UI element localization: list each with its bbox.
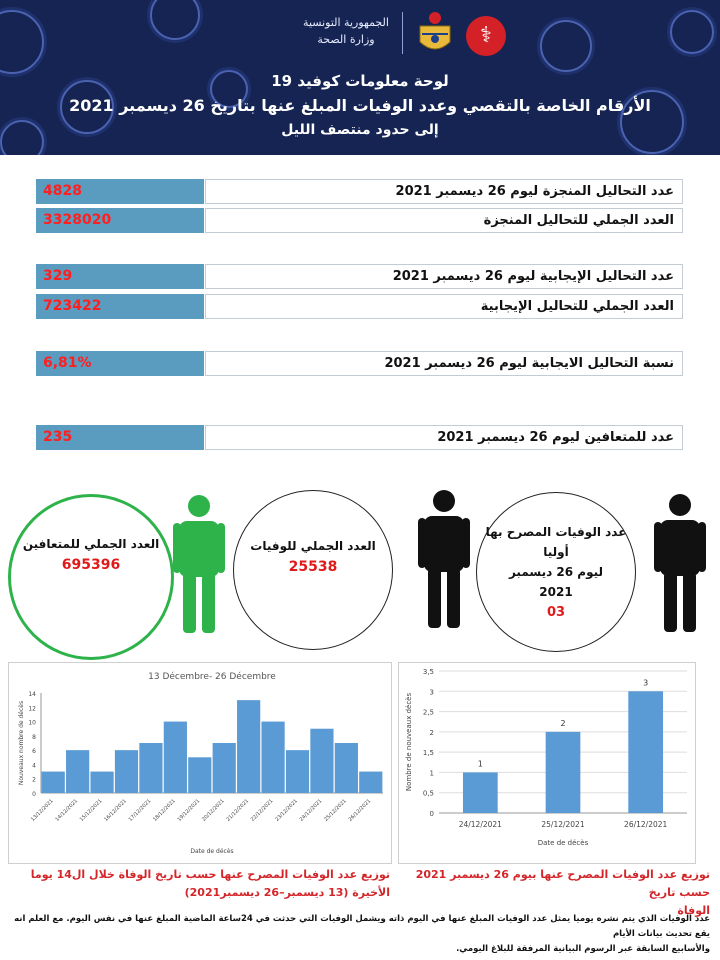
x-tick-label: 25/12/2021	[323, 798, 348, 823]
bar	[628, 691, 663, 813]
x-tick-label: 23/12/2021	[274, 798, 299, 823]
stat-row-tests-today	[36, 179, 683, 204]
data-label: 1	[477, 759, 483, 769]
y-tick-label: 2	[32, 776, 36, 784]
y-tick-label: 14	[28, 691, 36, 698]
footnote	[10, 912, 710, 957]
deaths-14days-chart	[8, 662, 392, 864]
stat-label: عدد للمتعافين ليوم 26 ديسمبر 2021	[205, 425, 683, 450]
bar	[335, 743, 358, 793]
x-tick-label: 16/12/2021	[103, 798, 128, 823]
deaths-14days-chart-svg	[9, 663, 391, 863]
stat-value: 6,81%	[36, 351, 204, 376]
x-tick-label: 26/12/2021	[624, 820, 668, 829]
x-tick-label: 15/12/2021	[78, 798, 104, 823]
y-tick-label: 12	[28, 705, 36, 713]
bar	[286, 750, 309, 793]
x-tick-label: 14/12/2021	[54, 798, 80, 823]
stat-value: 723422	[36, 294, 204, 319]
x-tick-label: 26/12/2021	[347, 798, 373, 823]
deaths-day-value: 03	[546, 605, 566, 620]
y-tick-label: 2,5	[422, 708, 434, 717]
x-tick-label: 24/12/2021	[458, 820, 502, 829]
deaths-day-label-2: أوليا	[543, 545, 569, 559]
bar	[42, 772, 65, 793]
chart1-caption-line1: توزيع عدد الوفيات المصرح عنها حسب تاريخ الوفاة خلال ال14 يوما	[30, 868, 390, 881]
deaths-total-circle	[233, 490, 393, 650]
deaths-day-label-1: عدد الوفيات المصرح بها	[485, 525, 627, 539]
header-title: لوحة معلومات كوفيد 19	[271, 72, 449, 90]
stat-row-tests-total	[36, 208, 683, 233]
deaths-total-value: 25538	[288, 559, 338, 575]
stat-row-positive-today	[36, 264, 683, 289]
deaths-day-label-4: 2021	[539, 585, 573, 599]
recovered-total-label: العدد الجملي للمتعافين	[22, 537, 160, 551]
bar	[164, 722, 187, 793]
bar	[546, 732, 581, 813]
data-label: 3	[643, 678, 649, 688]
y-tick-label: 0	[32, 791, 36, 798]
deaths-by-date-chart	[398, 662, 696, 864]
virus-decoration	[670, 10, 714, 54]
x-tick-label: 13/12/2021	[30, 798, 55, 823]
stat-row-positive-rate	[36, 351, 683, 376]
person-black-icon	[654, 492, 706, 632]
chart-title: 13 Décembre- 26 Décembre	[148, 672, 276, 682]
x-tick-label: 25/12/2021	[541, 820, 585, 829]
bar	[66, 750, 89, 793]
footnote-line1: عدد الوفيات الذي يتم نشره يوميا يمثل عدد الوفيات المبلغ عنها في اليوم ذاته ويشمل الوفيات التي حدثت في 24ساعة الماضية المبلغ عنها في نفس اليوم. مع العلم انه يقع تحديث بيانات الأيام	[14, 914, 710, 939]
deaths-day-circle	[476, 492, 636, 652]
y-tick-label: 4	[32, 762, 36, 770]
y-tick-label: 8	[32, 733, 36, 741]
x-axis-label: Date de décès	[537, 839, 589, 847]
virus-decoration	[0, 10, 44, 74]
chart1-caption	[20, 866, 390, 902]
bar	[237, 700, 260, 793]
y-tick-label: 10	[28, 719, 36, 727]
bar	[310, 729, 333, 793]
stat-value: 329	[36, 264, 204, 289]
stat-value: 3328020	[36, 208, 204, 233]
virus-decoration	[150, 0, 200, 40]
x-tick-label: 17/12/2021	[127, 798, 153, 823]
x-tick-label: 19/12/2021	[176, 798, 202, 823]
x-tick-label: 21/12/2021	[225, 798, 251, 823]
x-tick-label: 18/12/2021	[152, 798, 177, 823]
x-axis-label: Date de décès	[190, 848, 234, 855]
bar	[90, 772, 113, 793]
y-tick-label: 0	[429, 810, 434, 818]
y-tick-label: 6	[32, 748, 36, 756]
ministry-name	[296, 14, 396, 48]
header-subtitle: الأرقام الخاصة بالتقصي وعدد الوفيات المبلغ عنها بتاريخ 26 ديسمبر 2021	[69, 96, 651, 115]
ministry-line2: وزارة الصحة	[317, 33, 375, 46]
y-tick-label: 1	[429, 769, 434, 778]
y-tick-label: 0,5	[422, 789, 434, 798]
virus-decoration	[0, 120, 44, 155]
stat-row-positive-total	[36, 294, 683, 319]
y-tick-label: 2	[429, 728, 434, 737]
deaths-day-label-3: ليوم 26 ديسمبر	[508, 565, 604, 579]
chart2-caption-line1: توزيع عدد الوفيات المصرح عنها بيوم 26 ديسمبر 2021 حسب تاريخ	[415, 868, 710, 899]
footnote-line2: والأسابيع السابقة عبر الرسوم البيانية المرفقة للبلاغ اليومي.	[456, 944, 710, 954]
y-tick-label: 1,5	[422, 749, 434, 758]
stat-value: 235	[36, 425, 204, 450]
deaths-total-label: العدد الجملي للوفيات	[250, 539, 376, 553]
y-tick-label: 3	[429, 688, 434, 697]
health-ministry-logo: ⚕	[466, 16, 506, 56]
person-green-icon	[173, 493, 225, 633]
chart1-caption-line2: الأخيرة (13 ديسمبر–26 ديسمبر2021)	[184, 886, 390, 899]
stat-label: العدد الجملي للتحاليل المنجزة	[205, 208, 683, 233]
bar	[463, 772, 498, 813]
bar	[261, 722, 284, 793]
tunisia-emblem-icon	[410, 8, 460, 58]
deaths-by-date-chart-svg	[399, 663, 695, 863]
bar	[139, 743, 162, 793]
x-tick-label: 24/12/2021	[298, 798, 324, 823]
chart2-caption-line2: الوفاة	[677, 904, 710, 917]
stat-row-recovered-today	[36, 425, 683, 450]
header-subtitle-2: إلى حدود منتصف الليل	[281, 122, 439, 138]
ministry-line1: الجمهورية التونسية	[303, 16, 389, 29]
header-divider	[402, 12, 403, 54]
y-tick-label: 3,5	[422, 668, 434, 676]
y-axis-label: Nouveaux nombre de décès	[18, 700, 25, 786]
bar	[359, 772, 382, 793]
recovered-total-value: 695396	[61, 557, 121, 573]
x-tick-label: 22/12/2021	[249, 798, 275, 823]
person-black-icon	[418, 488, 470, 628]
stat-value: 4828	[36, 179, 204, 204]
recovered-total-circle	[8, 494, 174, 660]
y-axis-label: Nombre de nouveaux décès	[405, 692, 413, 792]
stat-label: نسبة التحاليل الايجابية ليوم 26 ديسمبر 2021	[205, 351, 683, 376]
bar	[213, 743, 236, 793]
bar	[115, 750, 138, 793]
virus-decoration	[540, 20, 592, 72]
stat-label: عدد التحاليل المنجزة ليوم 26 ديسمبر 2021	[205, 179, 683, 204]
stat-label: العدد الجملي للتحاليل الإيجابية	[205, 294, 683, 319]
x-tick-label: 20/12/2021	[201, 798, 226, 823]
data-label: 2	[560, 718, 566, 728]
header-banner	[0, 0, 720, 155]
bar	[188, 757, 211, 793]
stat-label: عدد التحاليل الإيجابية ليوم 26 ديسمبر 2021	[205, 264, 683, 289]
